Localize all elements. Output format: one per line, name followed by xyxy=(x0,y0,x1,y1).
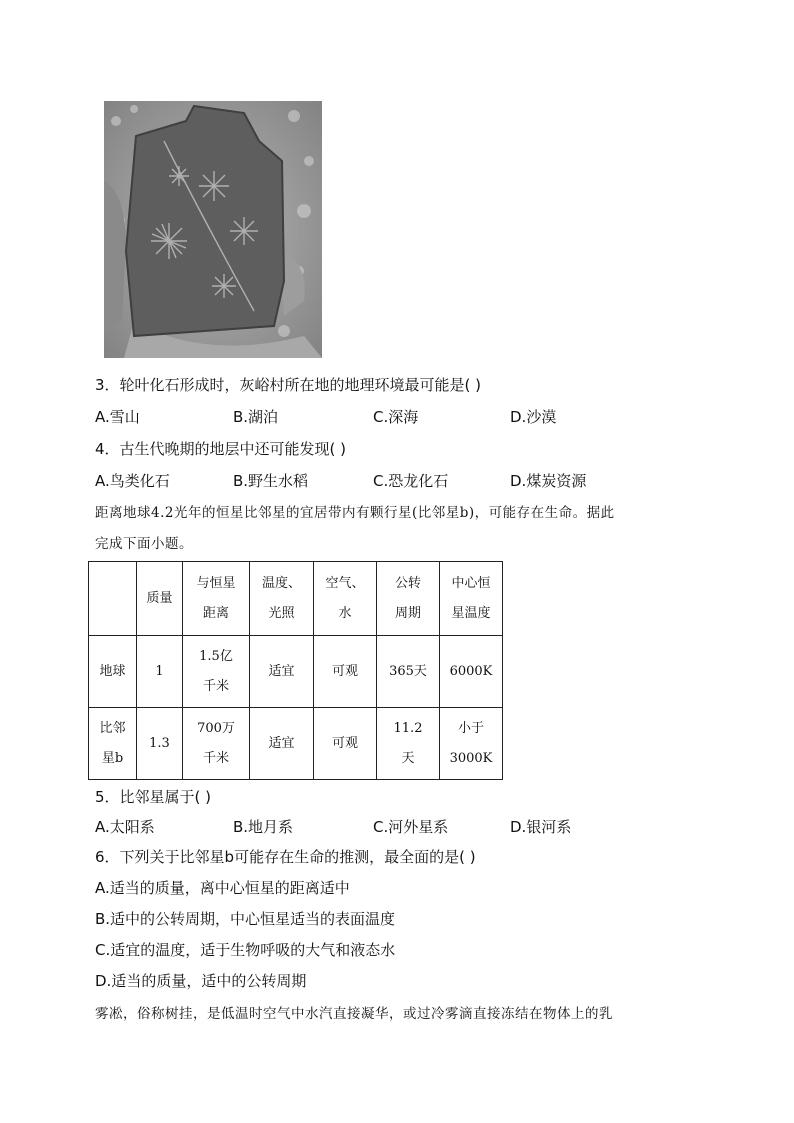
option-c[interactable]: C.深海 xyxy=(373,408,419,426)
table-cell: 适宜 xyxy=(250,636,314,708)
option-d[interactable]: D.煤炭资源 xyxy=(510,472,587,490)
question-5-options xyxy=(95,816,695,838)
option-c[interactable]: C.适宜的温度，适于生物呼吸的大气和液态水 xyxy=(95,941,396,959)
table-cell: 空气、 水 xyxy=(314,562,377,636)
table-cell: 1 xyxy=(137,636,183,708)
table-cell xyxy=(89,562,137,636)
option-a[interactable]: A.适当的质量，离中心恒星的距离适中 xyxy=(95,879,350,897)
table-cell: 1.5亿 千米 xyxy=(183,636,250,708)
passage-line-1: 距离地球4.2光年的恒星比邻星的宜居带内有颗行星(比邻星b)，可能存在生命。据此 xyxy=(95,505,615,521)
question-6-stem: 6．下列关于比邻星b可能存在生命的推测，最全面的是( ) xyxy=(95,848,476,866)
table-cell: 365天 xyxy=(377,636,440,708)
option-a[interactable]: A.太阳系 xyxy=(95,818,155,836)
table-cell: 与恒星 距离 xyxy=(183,562,250,636)
option-b[interactable]: B.湖泊 xyxy=(233,408,279,426)
table-cell: 可观 xyxy=(314,636,377,708)
question-5-stem: 5．比邻星属于( ) xyxy=(95,788,212,806)
option-c[interactable]: C.恐龙化石 xyxy=(373,472,449,490)
question-4-options xyxy=(95,470,695,492)
table-cell: 适宜 xyxy=(250,708,314,780)
table-cell: 可观 xyxy=(314,708,377,780)
table-cell: 1.3 xyxy=(137,708,183,780)
question-3-options xyxy=(95,406,695,428)
option-d[interactable]: D.适当的质量，适中的公转周期 xyxy=(95,972,307,990)
table-cell: 6000K xyxy=(440,636,503,708)
table-cell: 11.2 天 xyxy=(377,708,440,780)
option-c[interactable]: C.河外星系 xyxy=(373,818,449,836)
table-cell: 地球 xyxy=(89,636,137,708)
option-b[interactable]: B.适中的公转周期，中心恒星适当的表面温度 xyxy=(95,910,396,928)
question-3-stem: 3．轮叶化石形成时，灰峪村所在地的地理环境最可能是( ) xyxy=(95,376,482,394)
table-cell: 比邻 星b xyxy=(89,708,137,780)
passage-line-2: 完成下面小题。 xyxy=(95,536,193,552)
option-d[interactable]: D.沙漠 xyxy=(510,408,557,426)
option-a[interactable]: A.鸟类化石 xyxy=(95,472,170,490)
passage-2-line-1: 雾凇，俗称树挂，是低温时空气中水汽直接凝华，或过冷雾滴直接冻结在物体上的乳 xyxy=(95,1006,613,1022)
table-cell: 温度、 光照 xyxy=(250,562,314,636)
comparison-table xyxy=(88,561,503,780)
table-row xyxy=(89,708,503,780)
table-cell: 公转 周期 xyxy=(377,562,440,636)
table-cell: 质量 xyxy=(137,562,183,636)
option-a[interactable]: A.雪山 xyxy=(95,408,140,426)
option-b[interactable]: B.地月系 xyxy=(233,818,294,836)
option-d[interactable]: D.银河系 xyxy=(510,818,572,836)
question-4-stem: 4．古生代晚期的地层中还可能发现( ) xyxy=(95,440,347,458)
option-b[interactable]: B.野生水稻 xyxy=(233,472,309,490)
table-header-row xyxy=(89,562,503,636)
table-cell: 小于 3000K xyxy=(440,708,503,780)
table-cell: 中心恒 星温度 xyxy=(440,562,503,636)
table-row xyxy=(89,636,503,708)
fossil-photo xyxy=(104,101,322,358)
table-cell: 700万 千米 xyxy=(183,708,250,780)
